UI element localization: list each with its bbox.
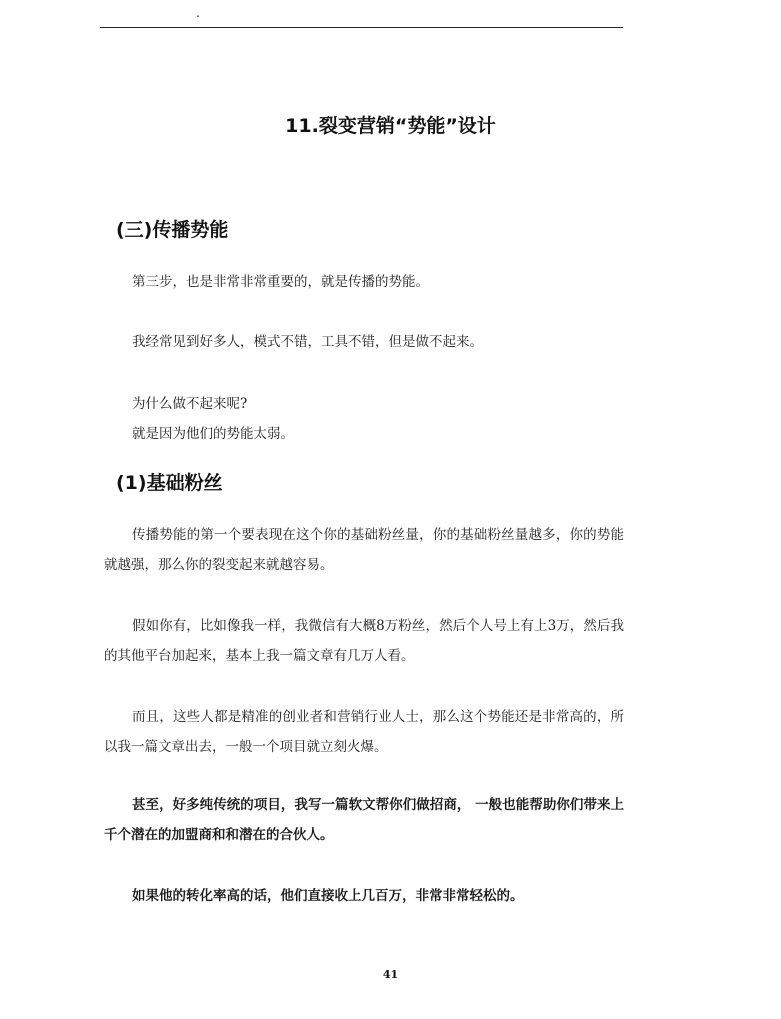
page-title: 11.裂变营销“势能”设计	[285, 115, 496, 137]
subsection-paragraph-1: 传播势能的第一个要表现在这个你的基础粉丝量，你的基础粉丝量越多，你的势能就越强，那么你的裂变起来就越容易。	[104, 527, 624, 573]
subsection-paragraph-4: 甚至，好多纯传统的项目，我写一篇软文帮你们做招商， 一般也能帮助你们带来上千个潜在的加盟商和和潜在的合伙人。	[104, 797, 624, 843]
subsection-paragraph-3: 而且，这些人都是精准的创业者和营销行业人士，那么这个势能还是非常高的，所以我一篇文章出去，一般一个项目就立刻火爆。	[104, 709, 624, 755]
page-number: 41	[382, 968, 399, 981]
section-paragraph-1: 第三步，也是非常非常重要的，就是传播的势能。	[132, 274, 429, 290]
section-paragraph-4: 就是因为他们的势能太弱。	[132, 426, 294, 442]
subsection-paragraph-2: 假如你有，比如像我一样，我微信有大概8万粉丝，然后个人号上有上3万，然后我的其他平台加起来，基本上我一篇文章有几万人看。	[104, 618, 624, 664]
header-mark: .	[196, 6, 200, 20]
subsection-heading: (1)基础粉丝	[116, 472, 223, 494]
section-heading: (三)传播势能	[116, 219, 229, 241]
header-rule	[100, 27, 623, 28]
section-paragraph-2: 我经常见到好多人，模式不错，工具不错，但是做不起来。	[132, 334, 483, 350]
section-paragraph-3: 为什么做不起来呢?	[132, 396, 248, 412]
subsection-paragraph-5: 如果他的转化率高的话，他们直接收上几百万，非常非常轻松的。	[132, 888, 524, 904]
